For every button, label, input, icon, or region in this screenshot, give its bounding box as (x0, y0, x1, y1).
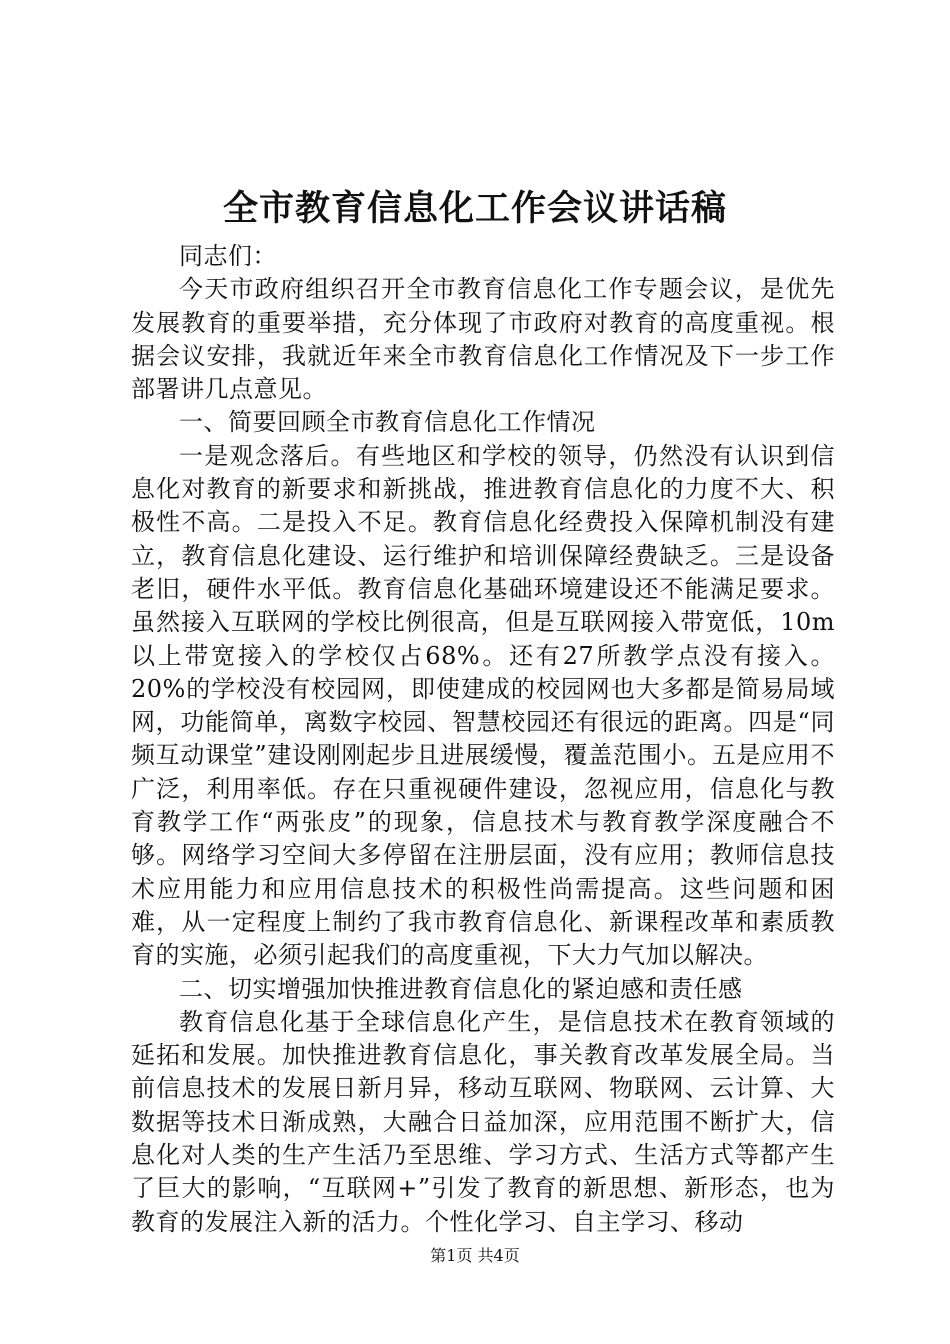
document-title: 全市教育信息化工作会议讲话稿 (222, 188, 727, 229)
page-footer (0, 1245, 950, 1267)
page-number: 第1页 共4页 (430, 1246, 520, 1265)
body-paragraph: 教育信息化基于全球信息化产生，是信息技术在教育领域的延拓和发展。加快推进教育信息化，事关教育改革发展全局。当前信息技术的发展日新月异，移动互联网、物联网、云计算、大数据等技术日渐成熟，大融合日益加深，应用范围不断扩大，信息化对人类的生产生活乃至思维、学习方式、生活方式等都产生了巨大的影响，“互联网+”引发了教育的新思想、新形态，也为教育的发展注入新的活力。个性化学习、自主学习、移动 (131, 1007, 835, 1236)
section-heading: 二、切实增强加快推进教育信息化的紧迫感和责任感 (179, 974, 743, 1003)
body-paragraph: 一是观念落后。有些地区和学校的领导，仍然没有认识到信息化对教育的新要求和新挑战，推进教育信息化的力度不大、积极性不高。二是投入不足。教育信息化经费投入保障机制没有建立，教育信息化建设、运行维护和培训保障经费缺乏。三是设备老旧，硬件水平低。教育信息化基础环境建设还不能满足要求。虽然接入互联网的学校比例很高，但是互联网接入带宽低，10m以上带宽接入的学校仅占68%。还有27所教学点没有接入。20%的学校没有校园网，即使建成的校园网也大多都是简易局域网，功能简单，离数字校园、智慧校园还有很远的距离。四是“同频互动课堂”建设刚刚起步且进展缓慢，覆盖范围小。五是应用不广泛，利用率低。存在只重视硬件建设，忽视应用，信息化与教育教学工作“两张皮”的现象，信息技术与教育教学深度融合不够。网络学习空间大多停留在注册层面，没有应用；教师信息技术应用能力和应用信息技术的积极性尚需提高。这些问题和困难，从一定程度上制约了我市教育信息化、新课程改革和素质教育的实施，必须引起我们的高度重视，下大力气加以解决。 (131, 441, 835, 970)
document-body (131, 240, 835, 1239)
body-paragraph: 今天市政府组织召开全市教育信息化工作专题会议，是优先发展教育的重要举措，充分体现了市政府对教育的高度重视。根据会议安排，我就近年来全市教育信息化工作情况及下一步工作部署讲几点意见。 (131, 275, 835, 404)
section-heading: 一、简要回顾全市教育信息化工作情况 (179, 408, 596, 437)
salutation: 同志们： (179, 242, 277, 270)
